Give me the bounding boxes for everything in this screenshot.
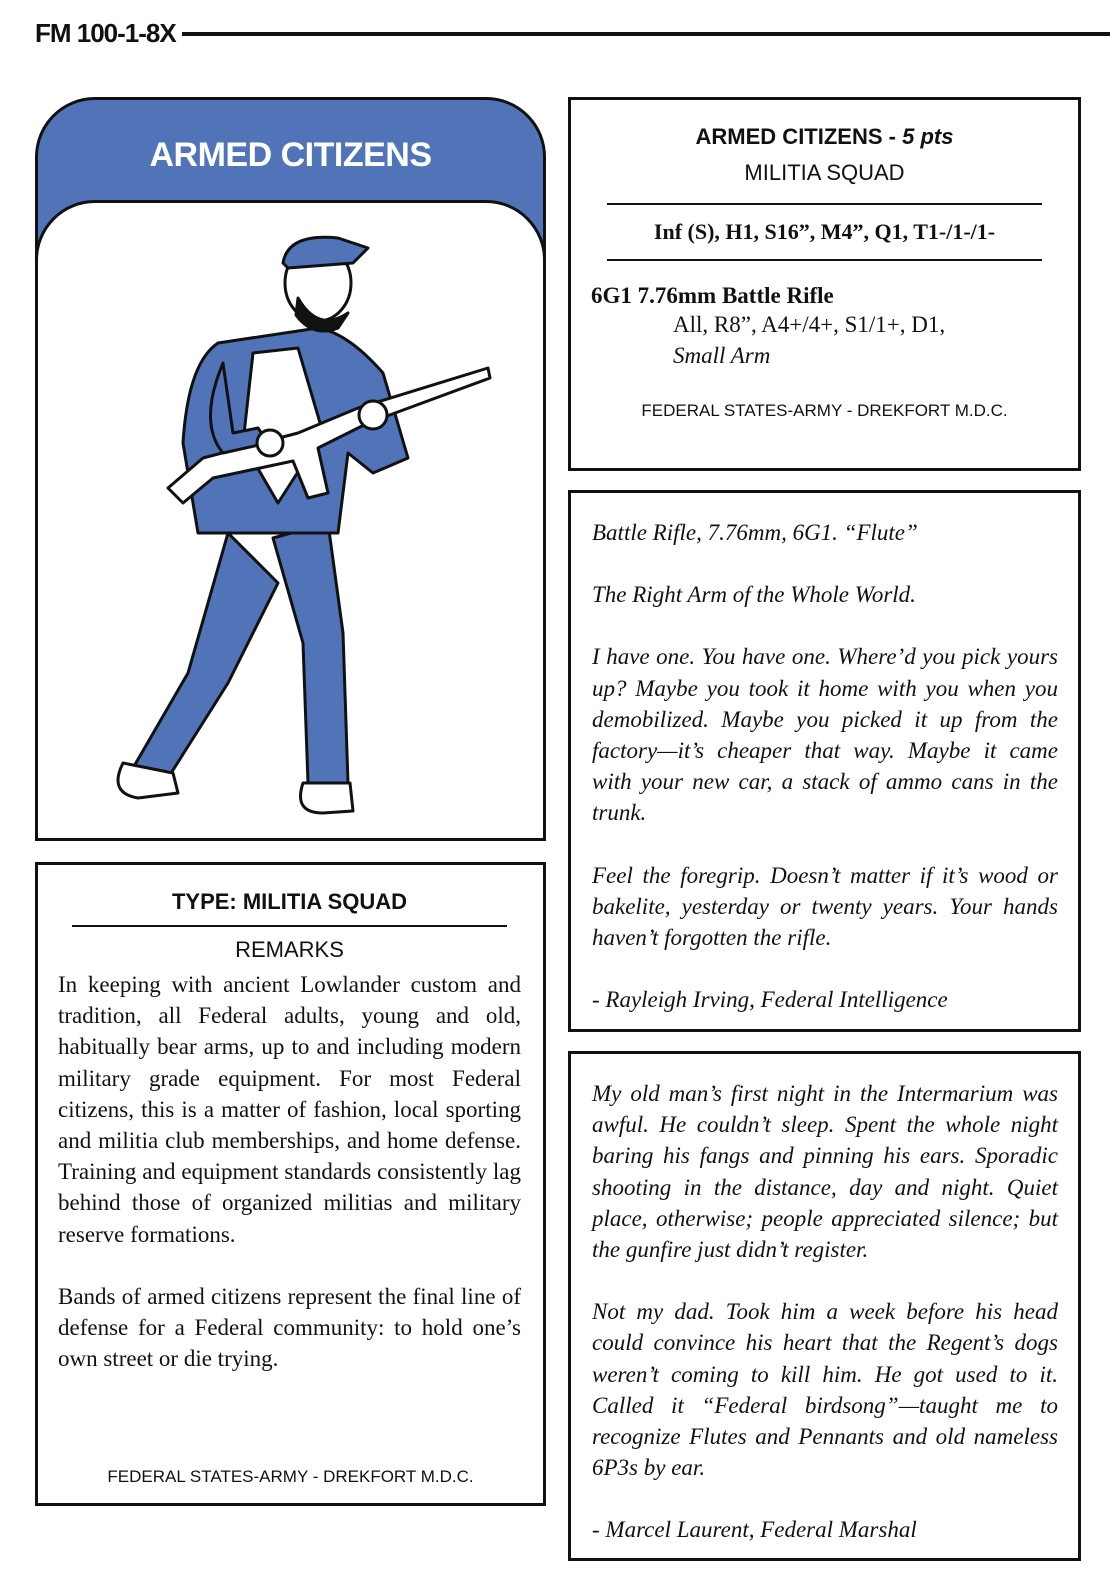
unit-points: 5 pts [902, 124, 954, 149]
stats-unit-name [591, 124, 1058, 150]
remarks-box [35, 862, 546, 1506]
quote-attribution: - Marcel Laurent, Federal Marshal [592, 1517, 917, 1543]
doc-code: FM 100-1-8X [35, 18, 176, 48]
stats-subtitle: MILITIA SQUAD [744, 160, 905, 185]
remarks-heading: REMARKS [235, 937, 344, 962]
quote-paragraph: I have one. You have one. Where’d you pick yours up? Maybe you took it home with you when you demobilized. Maybe you picked it up from the factory—it’s cheaper that way. Maybe it came with your new car, a stack of ammo cans in the trunk. [592, 644, 1058, 826]
quote-paragraph: Battle Rifle, 7.76mm, 6G1. “Flute” [592, 520, 918, 545]
divider [72, 925, 507, 927]
divider [607, 259, 1042, 261]
stats-footer: FEDERAL STATES-ARMY - DREKFORT M.D.C. [641, 401, 1008, 420]
unit-title: ARMED CITIZENS [149, 136, 432, 174]
quote-paragraph: My old man’s first night in the Intermarium was awful. He couldn’t sleep. Spent the whole night baring his fangs and pinning his ears. Sporadic shooting in the distance, day and night. Quiet place, otherwise; people appreciated silence; but the gunfire just didn’t register. [592, 1081, 1058, 1263]
illustration-panel [35, 200, 546, 841]
weapon-trait: Small Arm [673, 343, 771, 368]
header-rule [182, 32, 1110, 36]
remarks-footer: FEDERAL STATES-ARMY - DREKFORT M.D.C. [107, 1467, 474, 1486]
quote-box-2 [568, 1051, 1081, 1561]
remarks-paragraph: In keeping with ancient Lowlander custom and tradition, all Federal adults, young and old, habitually bear arms, up to and including modern military grade equipment. For most Federal citizens, this is a matter of fashion, local sporting and militia club memberships, and home defense. Training and equipment standards consistently lag behind those of organized militias and military reserve formations. [58, 972, 521, 1247]
quote-box-1 [568, 490, 1081, 1032]
armed-citizen-illustration [38, 203, 546, 841]
quote-paragraph: The Right Arm of the Whole World. [592, 582, 916, 608]
divider [607, 203, 1042, 205]
stats-box [568, 97, 1081, 471]
unit-card [35, 97, 546, 841]
remarks-paragraph: Bands of armed citizens represent the final line of defense for a Federal community: to hold one’s own street or die trying. [58, 1283, 521, 1372]
weapon-stats: All, R8”, A4+/4+, S1/1+, D1, [673, 312, 946, 337]
quote-paragraph: Not my dad. Took him a week before his head could convince his heart that the Regent’s dogs weren’t coming to kill him. He got used to it. Called it “Federal birdsong”—taught me to recognize Flutes and Pennants and old nameless 6P3s by ear. [592, 1299, 1058, 1481]
page-header [35, 18, 1110, 49]
quote-paragraph: Feel the foregrip. Doesn’t matter if it’s wood or bakelite, yesterday or twenty years. Your hands haven’t forgotten the rifle. [592, 862, 1058, 951]
stats-profile: Inf (S), H1, S16”, M4”, Q1, T1-/1-/1- [653, 219, 996, 244]
unit-type: TYPE: MILITIA SQUAD [171, 889, 408, 914]
unit-name: ARMED CITIZENS - [695, 124, 903, 149]
quote-attribution: - Rayleigh Irving, Federal Intelligence [592, 987, 948, 1013]
weapon-name: 6G1 7.76mm Battle Rifle [591, 283, 834, 308]
